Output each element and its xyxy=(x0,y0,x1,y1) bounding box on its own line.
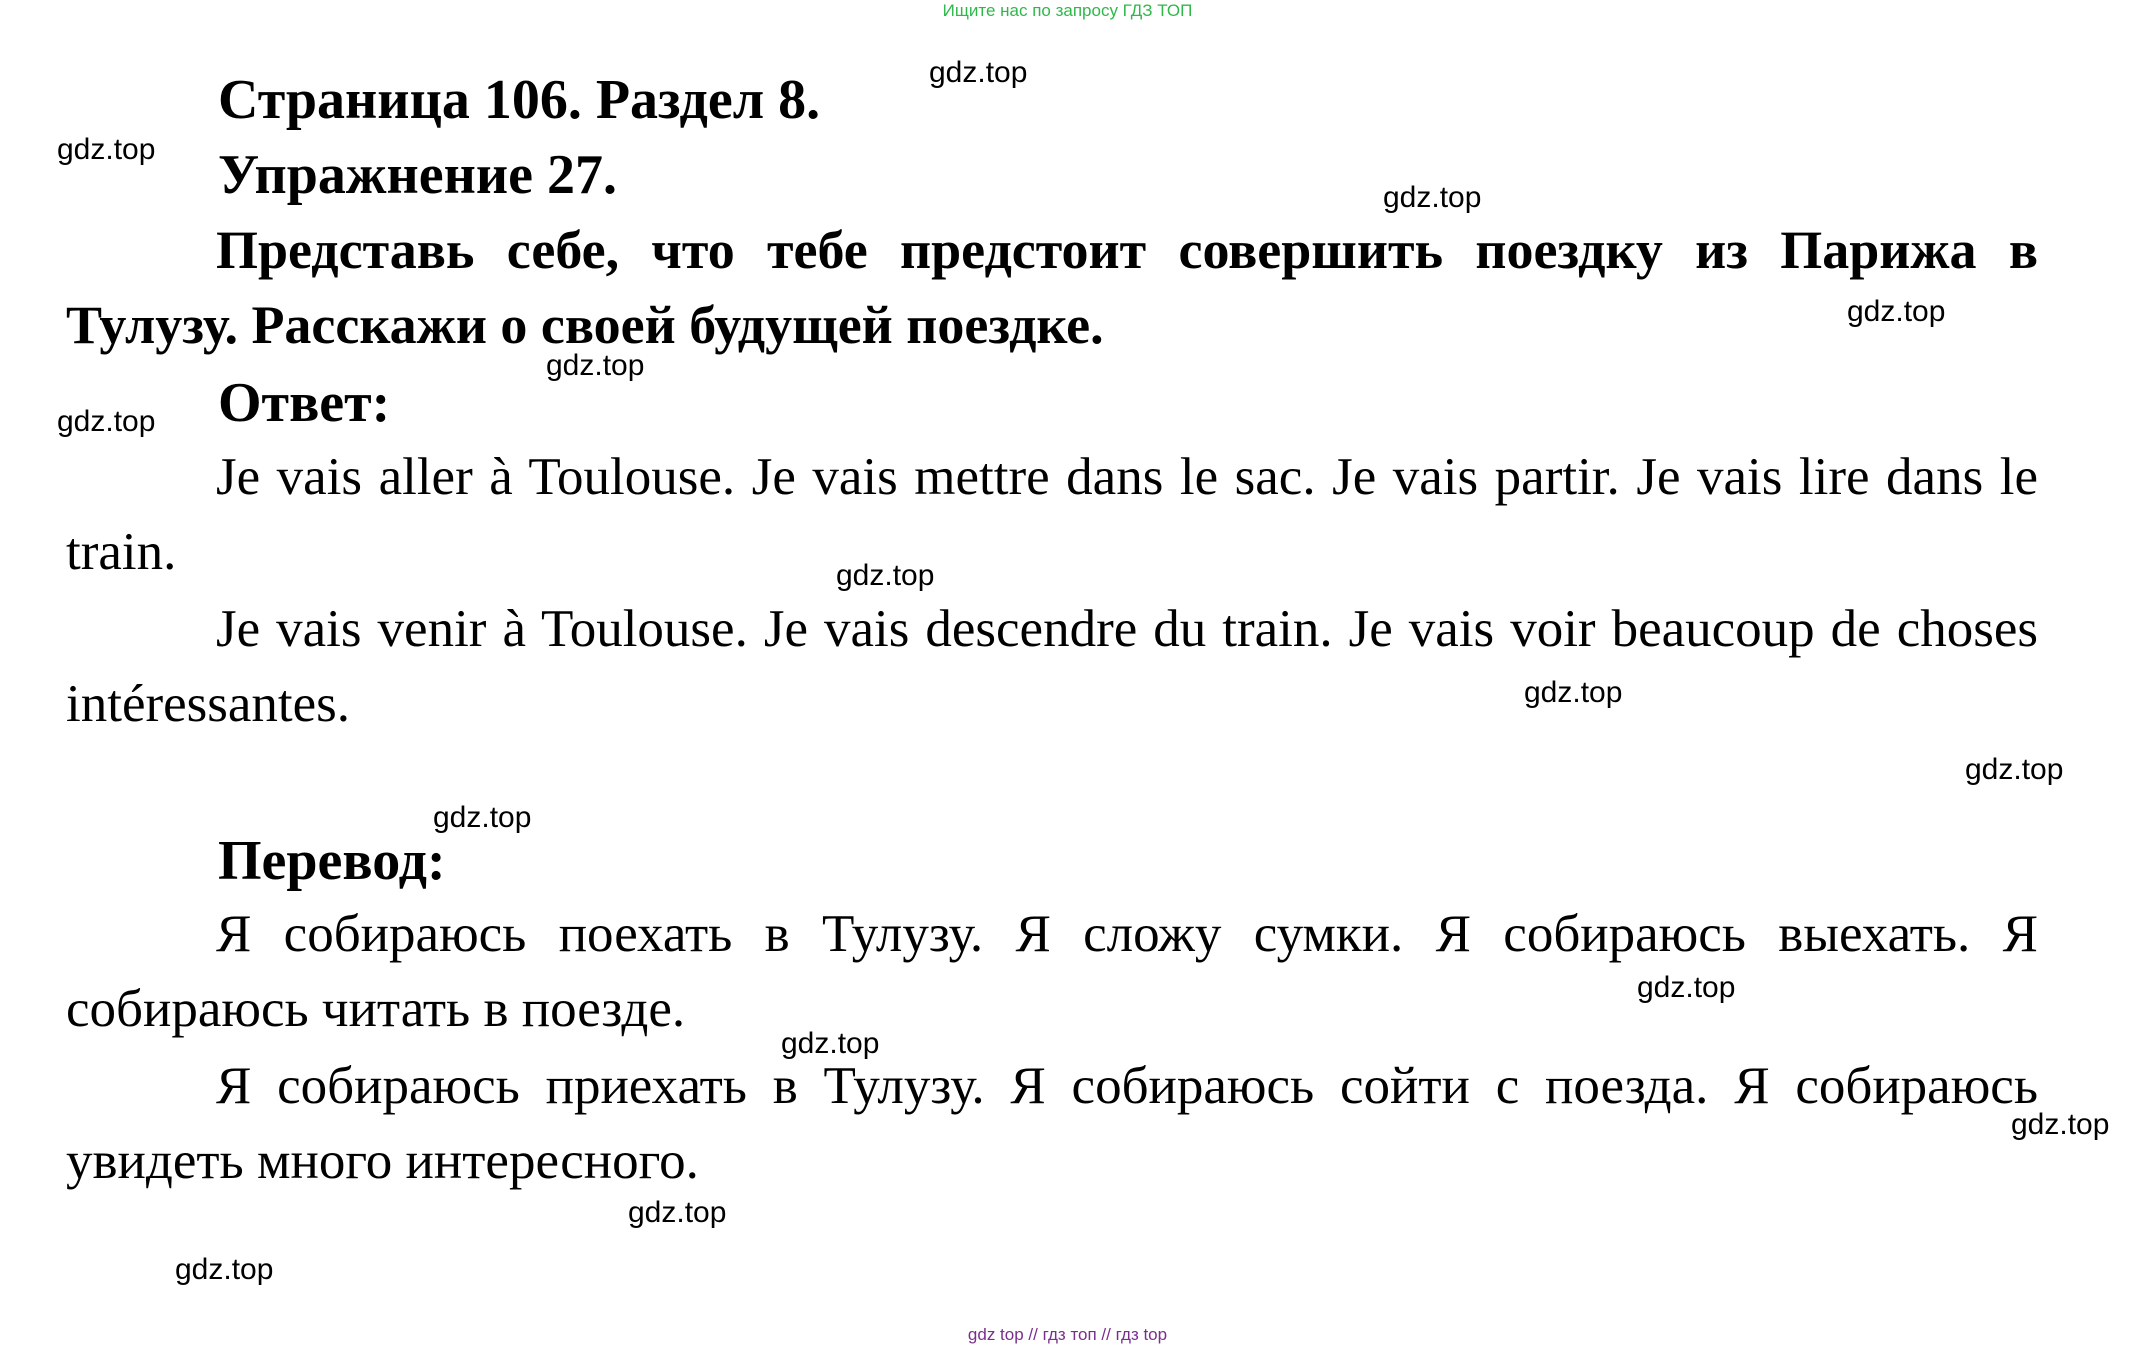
watermark: gdz.top xyxy=(781,1027,880,1060)
watermark: gdz.top xyxy=(1847,295,1946,328)
answer-heading: Ответ: xyxy=(218,372,391,434)
watermark: gdz.top xyxy=(546,349,645,382)
bottom-banner: gdz top // гдз топ // гдз top xyxy=(967,1325,1168,1344)
translation-paragraph-2: Я собираюсь приехать в Тулузу. Я собираюсь сойти с поезда. Я собираюсь увидеть много интересного. xyxy=(66,1057,2038,1190)
watermark: gdz.top xyxy=(929,56,1028,89)
watermark: gdz.top xyxy=(57,405,156,438)
answer-paragraph-2: Je vais venir à Toulouse. Je vais descendre du train. Je vais voir beaucoup de choses intéressantes. xyxy=(66,600,2038,733)
watermark: gdz.top xyxy=(2011,1108,2110,1141)
watermark: gdz.top xyxy=(1965,753,2064,786)
exercise-title: Упражнение 27. xyxy=(218,144,618,206)
watermark: gdz.top xyxy=(628,1196,727,1229)
watermark: gdz.top xyxy=(1637,971,1736,1004)
watermark: gdz.top xyxy=(1383,181,1482,214)
top-banner: Ищите нас по запросу ГДЗ ТОП xyxy=(942,1,1193,20)
watermark: gdz.top xyxy=(57,133,156,166)
watermark: gdz.top xyxy=(1524,676,1623,709)
watermark: gdz.top xyxy=(175,1253,274,1286)
answer-paragraph-1: Je vais aller à Toulouse. Je vais mettre dans le sac. Je vais partir. Je vais lire dans le train. xyxy=(66,448,2038,581)
task-text: Представь себе, что тебе предстоит совершить поездку из Парижа в Тулузу. Расскажи о своей будущей поездке. xyxy=(66,220,2038,355)
translation-heading: Перевод: xyxy=(218,830,446,892)
watermark: gdz.top xyxy=(836,559,935,592)
translation-paragraph-1: Я собираюсь поехать в Тулузу. Я сложу сумки. Я собираюсь выехать. Я собираюсь читать в поезде. xyxy=(66,905,2038,1038)
watermark: gdz.top xyxy=(433,801,532,834)
page-title: Страница 106. Раздел 8. xyxy=(218,69,821,131)
